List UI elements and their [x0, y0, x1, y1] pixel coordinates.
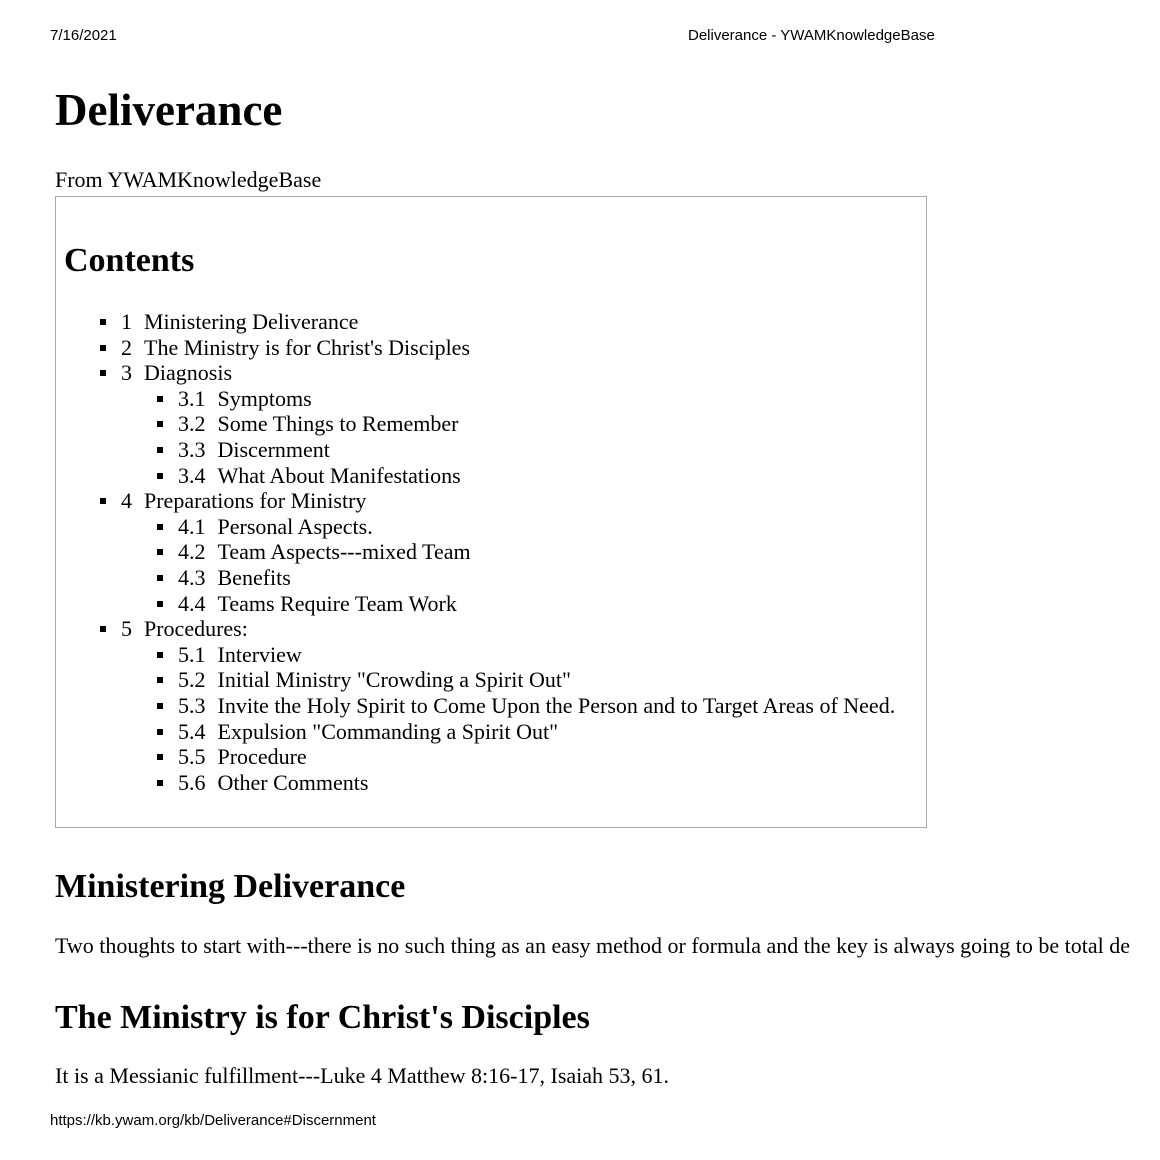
toc-item-label[interactable]: Invite the Holy Spirit to Come Upon the Person and to Target Areas of Need. — [217, 692, 896, 718]
toc-item-number: 5.5 — [178, 744, 206, 770]
toc-item[interactable] — [64, 360, 918, 386]
toc-item-number: 5.3 — [178, 692, 206, 718]
toc-list — [64, 309, 918, 795]
article — [55, 80, 1160, 1090]
toc-subitem[interactable] — [64, 565, 918, 591]
table-of-contents — [55, 196, 927, 828]
toc-item-number: 5.4 — [178, 718, 206, 744]
toc-subitem[interactable] — [64, 719, 918, 745]
toc-item-label[interactable]: Diagnosis — [144, 360, 232, 386]
toc-item-number: 5.1 — [178, 641, 206, 667]
toc-item-number: 4.4 — [178, 590, 206, 616]
print-document-title: Deliverance - YWAMKnowledgeBase — [688, 27, 935, 44]
print-date: 7/16/2021 — [50, 27, 117, 44]
print-footer-url: https://kb.ywam.org/kb/Deliverance#Discernment — [50, 1112, 376, 1129]
toc-item-number: 4.3 — [178, 564, 206, 590]
toc-item[interactable] — [64, 488, 918, 514]
toc-item-label[interactable]: Teams Require Team Work — [217, 590, 457, 616]
toc-subitem[interactable] — [64, 437, 918, 463]
toc-subitem[interactable] — [64, 386, 918, 412]
toc-item-label[interactable]: Interview — [217, 641, 302, 667]
section-paragraph: Two thoughts to start with---there is no such thing as an easy method or formula and the key is always going to be total de — [55, 933, 1131, 958]
toc-subitem[interactable] — [64, 770, 918, 796]
toc-item-label[interactable]: Procedure — [217, 744, 307, 770]
toc-item-number: 4.2 — [178, 539, 206, 565]
toc-item-number: 3.2 — [178, 411, 206, 437]
toc-item-number: 5.6 — [178, 769, 206, 795]
toc-item-number: 5 — [121, 616, 132, 642]
toc-subitem[interactable] — [64, 744, 918, 770]
section-paragraph: It is a Messianic fulfillment---Luke 4 Matthew 8:16-17, Isaiah 53, 61. — [55, 1063, 670, 1088]
toc-item-number: 3 — [121, 360, 132, 386]
toc-item-label[interactable]: Preparations for Ministry — [144, 488, 367, 514]
toc-item-label[interactable]: The Ministry is for Christ's Disciples — [144, 334, 471, 360]
toc-item-number: 3.4 — [178, 462, 206, 488]
toc-subitem[interactable] — [64, 693, 918, 719]
section-heading-ministering-deliverance: Ministering Deliverance — [55, 868, 406, 905]
toc-subitem[interactable] — [64, 539, 918, 565]
toc-item-label[interactable]: Symptoms — [217, 385, 312, 411]
toc-item-number: 4.1 — [178, 513, 206, 539]
site-subtitle: From YWAMKnowledgeBase — [55, 167, 322, 192]
toc-item-number: 3.1 — [178, 385, 206, 411]
toc-item-label[interactable]: Some Things to Remember — [217, 411, 459, 437]
toc-item-label[interactable]: Procedures: — [144, 616, 248, 642]
toc-item[interactable] — [64, 616, 918, 642]
page-title: Deliverance — [55, 85, 283, 135]
toc-item-label[interactable]: Expulsion "Commanding a Spirit Out" — [217, 718, 559, 744]
toc-item-number: 1 — [121, 309, 132, 334]
toc-item-number: 2 — [121, 334, 132, 360]
toc-subitem[interactable] — [64, 411, 918, 437]
toc-item[interactable] — [64, 335, 918, 361]
toc-subitem[interactable] — [64, 514, 918, 540]
toc-item-label[interactable]: Discernment — [217, 436, 330, 462]
toc-item[interactable] — [64, 309, 918, 335]
toc-item-label[interactable]: Other Comments — [217, 769, 369, 795]
toc-item-number: 4 — [121, 488, 132, 514]
section-heading-ministry-for-disciples: The Ministry is for Christ's Disciples — [55, 999, 590, 1036]
toc-subitem[interactable] — [64, 667, 918, 693]
toc-item-label[interactable]: Benefits — [217, 564, 291, 590]
toc-item-label[interactable]: Personal Aspects. — [217, 513, 373, 539]
toc-item-label[interactable]: What About Manifestations — [217, 462, 461, 488]
toc-item-label[interactable]: Initial Ministry "Crowding a Spirit Out" — [217, 667, 571, 693]
toc-subitem[interactable] — [64, 642, 918, 668]
toc-subitem[interactable] — [64, 591, 918, 617]
toc-item-number: 5.2 — [178, 667, 206, 693]
toc-item-number: 3.3 — [178, 436, 206, 462]
toc-heading: Contents — [64, 242, 195, 279]
toc-item-label[interactable]: Ministering Deliverance — [144, 309, 359, 334]
toc-subitem[interactable] — [64, 463, 918, 489]
toc-item-label[interactable]: Team Aspects---mixed Team — [217, 539, 471, 565]
